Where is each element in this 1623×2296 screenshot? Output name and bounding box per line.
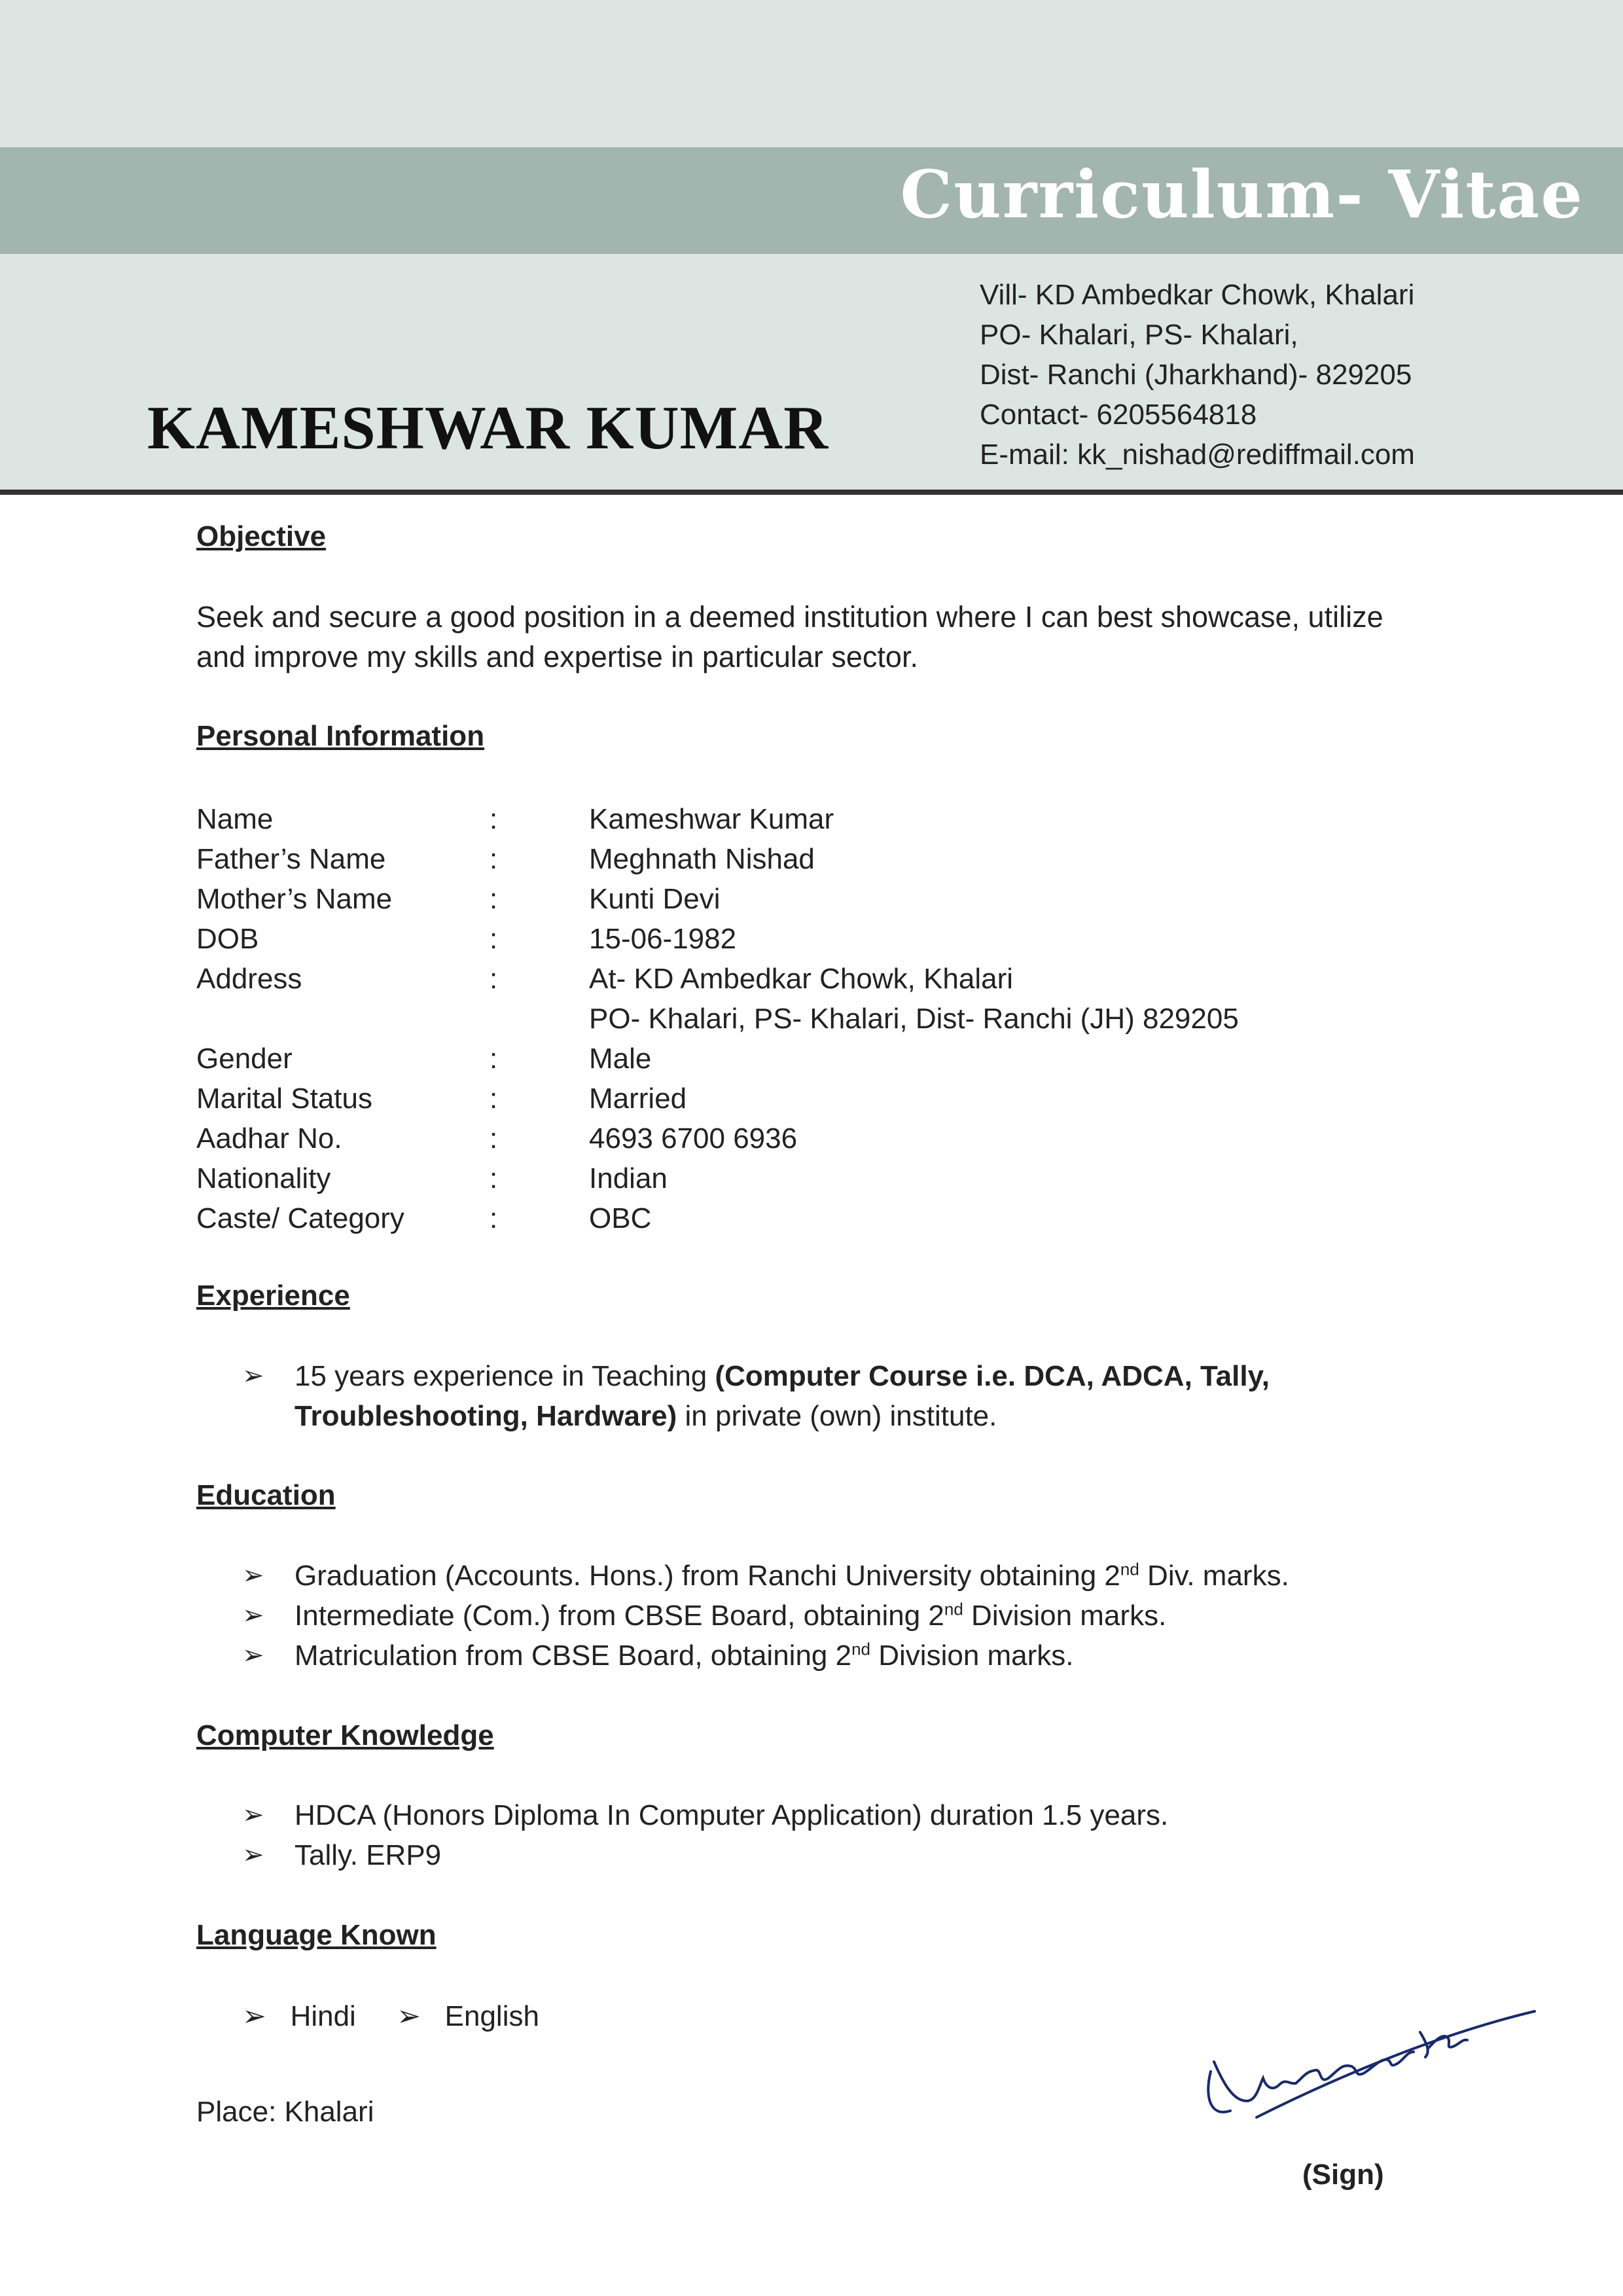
table-row <box>196 959 1440 999</box>
address-line-1: Vill- KD Ambedkar Chowk, Khalari <box>980 279 1415 311</box>
document-title: Curriculum- Vitae <box>900 156 1584 233</box>
table-row <box>196 919 1440 959</box>
field-value: OBC <box>589 1202 652 1234</box>
arrow-bullet-icon: ➢ <box>242 2000 266 2032</box>
education-text-end: Div. marks. <box>1139 1560 1289 1592</box>
table-row <box>196 1079 1440 1119</box>
experience-text: 15 years experience in Teaching <box>294 1360 715 1392</box>
education-text: Intermediate (Com.) from CBSE Board, obtaining 2 <box>294 1600 944 1632</box>
field-separator: : <box>490 1083 498 1115</box>
table-row <box>196 1198 1440 1238</box>
personal-info-heading: Personal Information <box>196 720 485 752</box>
address-line-2: PO- Khalari, PS- Khalari, <box>980 319 1298 351</box>
arrow-bullet-icon: ➢ <box>397 2000 421 2032</box>
education-text: Matriculation from CBSE Board, obtaining 2 <box>294 1640 852 1672</box>
list-item <box>242 1356 1355 1436</box>
table-row <box>196 839 1440 879</box>
contact-email: E-mail: kk_nishad@rediffmail.com <box>980 439 1415 471</box>
arrow-bullet-icon: ➢ <box>242 1801 264 1829</box>
place: Place: Khalari <box>196 2096 374 2128</box>
address-line-3: Dist- Ranchi (Jharkhand)- 829205 <box>980 359 1412 391</box>
education-text-end: Division marks. <box>963 1600 1167 1632</box>
field-value: Indian <box>589 1162 668 1194</box>
field-label: Gender <box>196 1043 293 1075</box>
objective-text: Seek and secure a good position in a deemed institution where I can best showcase, utilize and improve my skills and expertise in particular sector. <box>196 600 1383 673</box>
field-label: Marital Status <box>196 1083 372 1115</box>
field-separator: : <box>490 1162 498 1194</box>
field-separator: : <box>490 923 498 955</box>
experience-list <box>242 1356 1355 1436</box>
sign-label: (Sign) <box>1302 2159 1384 2191</box>
education-text: Graduation (Accounts. Hons.) from Ranchi University obtaining 2 <box>294 1560 1120 1592</box>
computer-item: HDCA (Honors Diploma In Computer Application) duration 1.5 years. <box>294 1799 1169 1831</box>
contact-block <box>980 275 1415 475</box>
contact-phone: Contact- 6205564818 <box>980 399 1257 431</box>
table-row <box>196 799 1440 839</box>
field-value: PO- Khalari, PS- Khalari, Dist- Ranchi (JH) 829205 <box>589 1003 1239 1035</box>
language-item-hindi: Hindi <box>290 2000 356 2032</box>
field-label: Caste/ Category <box>196 1202 404 1234</box>
table-row <box>196 1158 1440 1198</box>
language-item-english: English <box>444 2000 539 2032</box>
signature <box>1185 1986 1551 2130</box>
table-row <box>196 1039 1440 1079</box>
experience-heading: Experience <box>196 1280 350 1312</box>
language-list <box>242 1996 572 2036</box>
field-separator: : <box>490 1122 498 1155</box>
field-value: At- KD Ambedkar Chowk, Khalari <box>589 963 1014 995</box>
field-separator: : <box>490 883 498 915</box>
arrow-bullet-icon: ➢ <box>242 1840 264 1869</box>
field-label: Name <box>196 803 274 835</box>
field-value: Married <box>589 1083 687 1115</box>
list-item <box>242 1596 1289 1636</box>
field-value: Kameshwar Kumar <box>589 803 834 835</box>
experience-courses: (Computer Course i.e. DCA, ADCA, Tally, <box>715 1360 1270 1392</box>
ordinal-suffix: nd <box>1120 1559 1139 1579</box>
objective-heading: Objective <box>196 520 327 552</box>
field-label: Mother’s Name <box>196 883 393 915</box>
list-item <box>242 1795 1168 1835</box>
field-separator: : <box>490 1043 498 1075</box>
field-value: 4693 6700 6936 <box>589 1122 798 1155</box>
table-row <box>196 1119 1440 1158</box>
field-label: Father’s Name <box>196 843 386 875</box>
field-label: Nationality <box>196 1162 331 1194</box>
field-value: Meghnath Nishad <box>589 843 815 875</box>
experience-courses-cont: Troubleshooting, Hardware) <box>294 1400 677 1432</box>
experience-text-end: in private (own) institute. <box>677 1400 997 1432</box>
arrow-bullet-icon: ➢ <box>242 1561 264 1590</box>
header-divider <box>0 490 1623 495</box>
table-row <box>196 879 1440 919</box>
field-label: Address <box>196 963 302 995</box>
table-row <box>196 999 1440 1039</box>
field-separator: : <box>490 843 498 875</box>
computer-heading: Computer Knowledge <box>196 1719 494 1751</box>
field-separator: : <box>490 803 498 835</box>
computer-list <box>242 1795 1168 1875</box>
education-text-end: Division marks. <box>870 1640 1074 1672</box>
arrow-bullet-icon: ➢ <box>242 1641 264 1670</box>
arrow-bullet-icon: ➢ <box>242 1601 264 1630</box>
field-label: DOB <box>196 923 259 955</box>
field-value: 15-06-1982 <box>589 923 737 955</box>
field-label: Aadhar No. <box>196 1122 342 1155</box>
candidate-name: KAMESHWAR KUMAR <box>147 394 829 462</box>
field-separator: : <box>490 1202 498 1234</box>
list-item <box>242 1556 1289 1596</box>
ordinal-suffix: nd <box>851 1639 871 1659</box>
field-separator: : <box>490 963 498 995</box>
education-list <box>242 1556 1289 1676</box>
list-item <box>242 1636 1289 1676</box>
field-value: Kunti Devi <box>589 883 721 915</box>
field-value: Male <box>589 1043 652 1075</box>
ordinal-suffix: nd <box>944 1599 963 1619</box>
education-heading: Education <box>196 1479 336 1511</box>
list-item <box>242 1835 1168 1875</box>
language-heading: Language Known <box>196 1919 437 1951</box>
arrow-bullet-icon: ➢ <box>242 1361 264 1390</box>
computer-item: Tally. ERP9 <box>294 1839 442 1871</box>
